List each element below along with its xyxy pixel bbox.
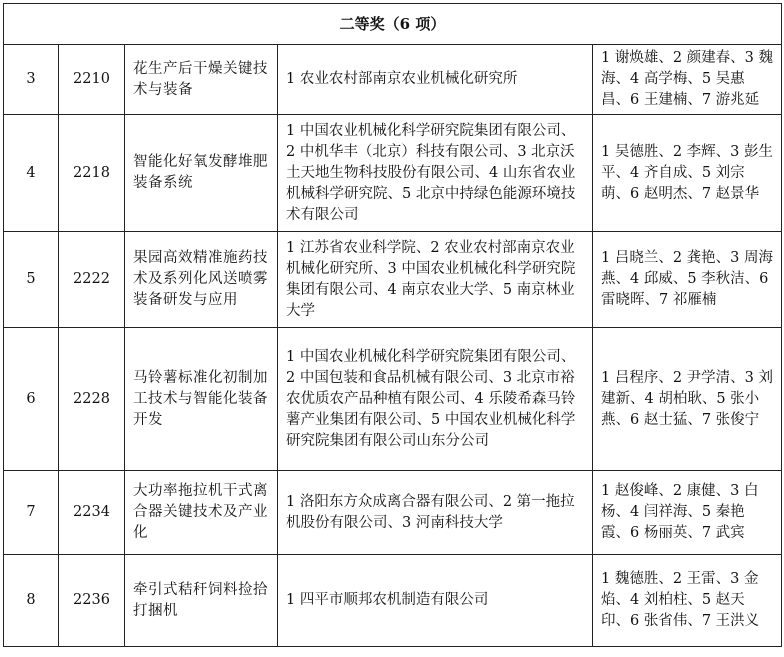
table-row: [4, 555, 782, 647]
row-index: 4: [4, 115, 59, 232]
row-index: 7: [4, 471, 59, 555]
completing-units: 1 洛阳东方众成离合器有限公司、2 第一拖拉机股份有限公司、3 河南科技大学: [278, 471, 593, 555]
completing-units: 1 中国农业机械化科学研究院集团有限公司、2 中国包装和食品机械有限公司、3 北京市裕农优质农产品种植有限公司、4 乐陵希森马铃薯产业集团有限公司、5 中国农业机械化科学研究院集团有限公司山东分公司: [278, 328, 593, 471]
row-index: 6: [4, 328, 59, 471]
table-row: [4, 471, 782, 555]
project-name: 智能化好氧发酵堆肥装备系统: [125, 115, 278, 232]
completing-people: 1 吕程序、2 尹学清、3 刘建新、4 胡柏耿、5 张小燕、6 赵士猛、7 张俊宁: [593, 328, 782, 471]
table-row: [4, 115, 782, 232]
completing-units: 1 农业农村部南京农业机械化研究所: [278, 45, 593, 115]
project-code: 2228: [59, 328, 125, 471]
completing-people: 1 吕晓兰、2 龚艳、3 周海燕、4 邱威、5 李秋洁、6 雷晓晖、7 祁雁楠: [593, 232, 782, 328]
project-code: 2218: [59, 115, 125, 232]
completing-units: 1 江苏省农业科学院、2 农业农村部南京农业机械化研究所、3 中国农业机械化科学研究院集团有限公司、4 南京农业大学、5 南京林业大学: [278, 232, 593, 328]
row-index: 5: [4, 232, 59, 328]
completing-people: 1 谢焕雄、2 颜建春、3 魏海、4 高学梅、5 吴惠昌、6 王建楠、7 游兆延: [593, 45, 782, 115]
project-name: 花生产后干燥关键技术与装备: [125, 45, 278, 115]
row-index: 3: [4, 45, 59, 115]
table-row: [4, 232, 782, 328]
completing-units: 1 四平市顺邦农机制造有限公司: [278, 555, 593, 647]
project-code: 2210: [59, 45, 125, 115]
project-name: 马铃薯标准化初制加工技术与智能化装备开发: [125, 328, 278, 471]
completing-people: 1 赵俊峰、2 康健、3 白杨、4 闫祥海、5 秦艳霞、6 杨丽英、7 武宾: [593, 471, 782, 555]
project-name: 大功率拖拉机干式离合器关键技术及产业化: [125, 471, 278, 555]
table-row: [4, 328, 782, 471]
completing-people: 1 吴德胜、2 李辉、3 彭生平、4 齐自成、5 刘宗萌、6 赵明杰、7 赵景华: [593, 115, 782, 232]
project-code: 2236: [59, 555, 125, 647]
table-row: [4, 45, 782, 115]
awards-table: [3, 3, 782, 647]
completing-people: 1 魏德胜、2 王雷、3 金焰、4 刘柏柱、5 赵天印、6 张省伟、7 王洪义: [593, 555, 782, 647]
section-title: 二等奖（6 项）: [4, 4, 782, 45]
project-name: 果园高效精准施药技术及系列化风送喷雾装备研发与应用: [125, 232, 278, 328]
section-header-row: [4, 4, 782, 45]
project-code: 2222: [59, 232, 125, 328]
completing-units: 1 中国农业机械化科学研究院集团有限公司、2 中机华丰（北京）科技有限公司、3 北京沃土天地生物科技股份有限公司、4 山东省农业机械科学研究院、5 北京中持绿色能源环境技术有限公司: [278, 115, 593, 232]
row-index: 8: [4, 555, 59, 647]
project-name: 牵引式秸秆饲料捡拾打捆机: [125, 555, 278, 647]
project-code: 2234: [59, 471, 125, 555]
